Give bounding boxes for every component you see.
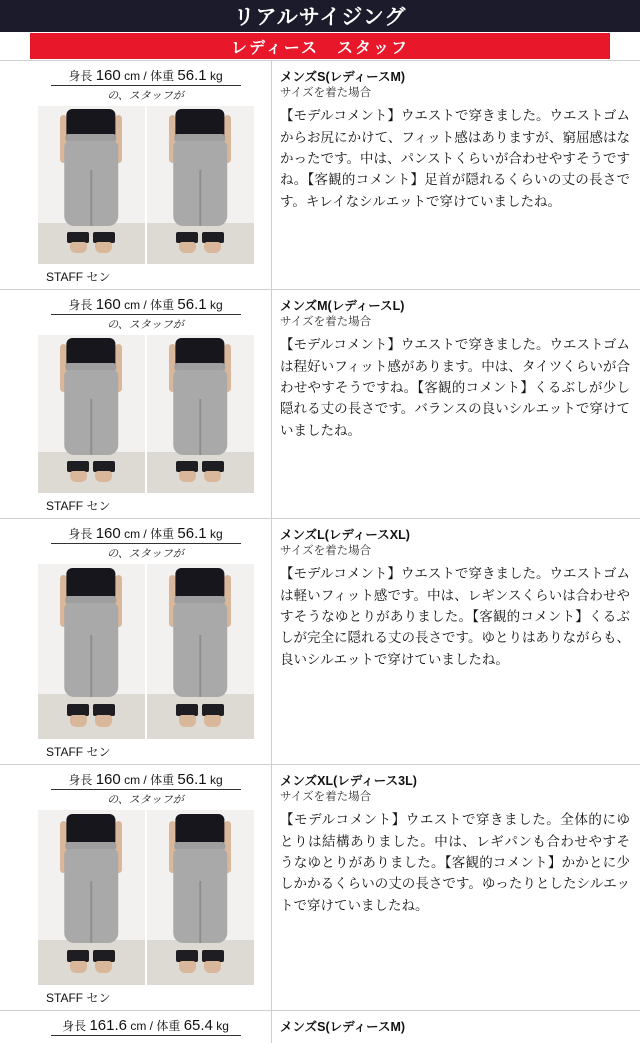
model-photo-side [147,564,254,739]
staff-name: STAFF セン [46,991,111,1005]
height-value: 160 [95,67,121,84]
model-photo-front [38,335,145,493]
row-text-cell [272,765,640,1010]
height-value: 161.6 [89,1017,127,1034]
table-row [0,290,640,519]
row-photo-cell [0,519,272,764]
size-subtitle: サイズを着た場合 [280,545,372,558]
height-value: 160 [95,296,121,313]
size-title: メンズM(レディースL) [280,299,405,313]
size-title: メンズS(レディースM) [280,70,406,84]
model-photo-side [147,106,254,264]
height-unit: cm [130,1019,147,1033]
measurement-line [51,771,241,790]
measurement-caption [51,525,241,561]
measurement-line [51,525,241,544]
measurement-line [51,296,241,315]
size-subtitle: サイズを着た場合 [280,87,372,100]
staff-name: STAFF セン [46,745,111,759]
page-title: リアルサイジング [0,0,640,32]
table-row-partial [0,1011,640,1043]
table-row [0,765,640,1011]
size-comment: 【モデルコメント】ウエストで穿きました。ウエストゴムは程好いフィット感があります。中は、タイツくらいが合わせやすそうですね。【客観的コメント】くるぶしが少し隠れる丈の長さです。バランスの良いシルエットで穿けていましたね。 [280,337,630,438]
measurement-caption [51,296,241,332]
subtitle-bar: レディース スタッフ [30,33,610,59]
weight-unit: kg [209,298,223,312]
weight-label: / 体重 [149,1019,181,1033]
photo-pair [28,810,263,985]
measurement-line [51,1017,241,1036]
weight-unit: kg [209,69,223,83]
row-photo-cell [0,290,272,518]
staff-suffix: の、スタッフが [107,319,184,331]
weight-label: / 体重 [143,527,175,541]
size-title: メンズXL(レディース3L) [280,774,417,788]
row-photo-cell [0,1011,272,1043]
staff-name: STAFF セン [46,499,111,513]
measurement-caption [51,1017,241,1036]
staff-name: STAFF セン [46,270,111,284]
weight-label: / 体重 [143,69,175,83]
staff-suffix: の、スタッフが [107,90,184,102]
height-value: 160 [95,525,121,542]
size-comment: 【モデルコメント】ウエストで穿きました。全体的にゆとりは結構ありました。中は、レギパンも合わせやすそうなゆとりがありました。【客観的コメント】かかとに少しかかるくらいの丈の長さです。ゆったりとしたシルエットで穿けていましたね。 [280,812,630,913]
height-unit: cm [124,773,141,787]
photo-pair [28,335,263,493]
height-label: 身長 [62,1019,87,1033]
photo-pair [28,564,263,739]
row-text-cell [272,1011,640,1043]
weight-unit: kg [216,1019,229,1033]
table-row [0,519,640,765]
size-subtitle: サイズを着た場合 [280,791,372,804]
height-label: 身長 [68,527,93,541]
size-subtitle: サイズを着た場合 [280,316,372,329]
measurement-caption [51,771,241,807]
subtitle-bar-wrapper [0,32,640,60]
model-photo-side [147,810,254,985]
size-title: メンズS(レディースM) [280,1020,406,1034]
height-value: 160 [95,771,121,788]
measurement-line [51,67,241,86]
staff-suffix: の、スタッフが [107,794,184,806]
size-title: メンズL(レディースXL) [280,528,410,542]
weight-value: 56.1 [177,67,207,84]
weight-unit: kg [209,773,223,787]
height-label: 身長 [68,298,93,312]
height-unit: cm [124,298,141,312]
row-photo-cell [0,61,272,289]
weight-value: 65.4 [183,1017,213,1034]
photo-pair [28,106,263,264]
height-label: 身長 [68,773,93,787]
row-text-cell [272,61,640,289]
model-photo-front [38,810,145,985]
weight-unit: kg [209,527,223,541]
row-text-cell [272,519,640,764]
weight-value: 56.1 [177,771,207,788]
measurement-caption [51,67,241,103]
staff-suffix: の、スタッフが [107,548,184,560]
weight-value: 56.1 [177,525,207,542]
model-photo-front [38,564,145,739]
weight-label: / 体重 [143,298,175,312]
table-row [0,61,640,290]
size-rows [0,60,640,1043]
row-photo-cell [0,765,272,1010]
size-comment: 【モデルコメント】ウエストで穿きました。ウエストゴムからお尻にかけて、フィット感はありますが、窮屈感はなかったです。中は、パンストくらいが合わせやすそうですね。【客観的コメント】足首が隠れるくらいの丈の長さです。キレイなシルエットで穿けていましたね。 [280,108,630,209]
row-text-cell [272,290,640,518]
height-unit: cm [124,527,141,541]
height-label: 身長 [68,69,93,83]
weight-value: 56.1 [177,296,207,313]
model-photo-front [38,106,145,264]
weight-label: / 体重 [143,773,175,787]
model-photo-side [147,335,254,493]
size-comment: 【モデルコメント】ウエストで穿きました。ウエストゴムは軽いフィット感です。中は、レギンスくらいは合わせやすそうなゆとりがありました。【客観的コメント】くるぶしが完全に隠れる丈の長さです。ゆとりはありながらも、良いシルエットで穿けていましたね。 [280,566,630,667]
height-unit: cm [124,69,141,83]
